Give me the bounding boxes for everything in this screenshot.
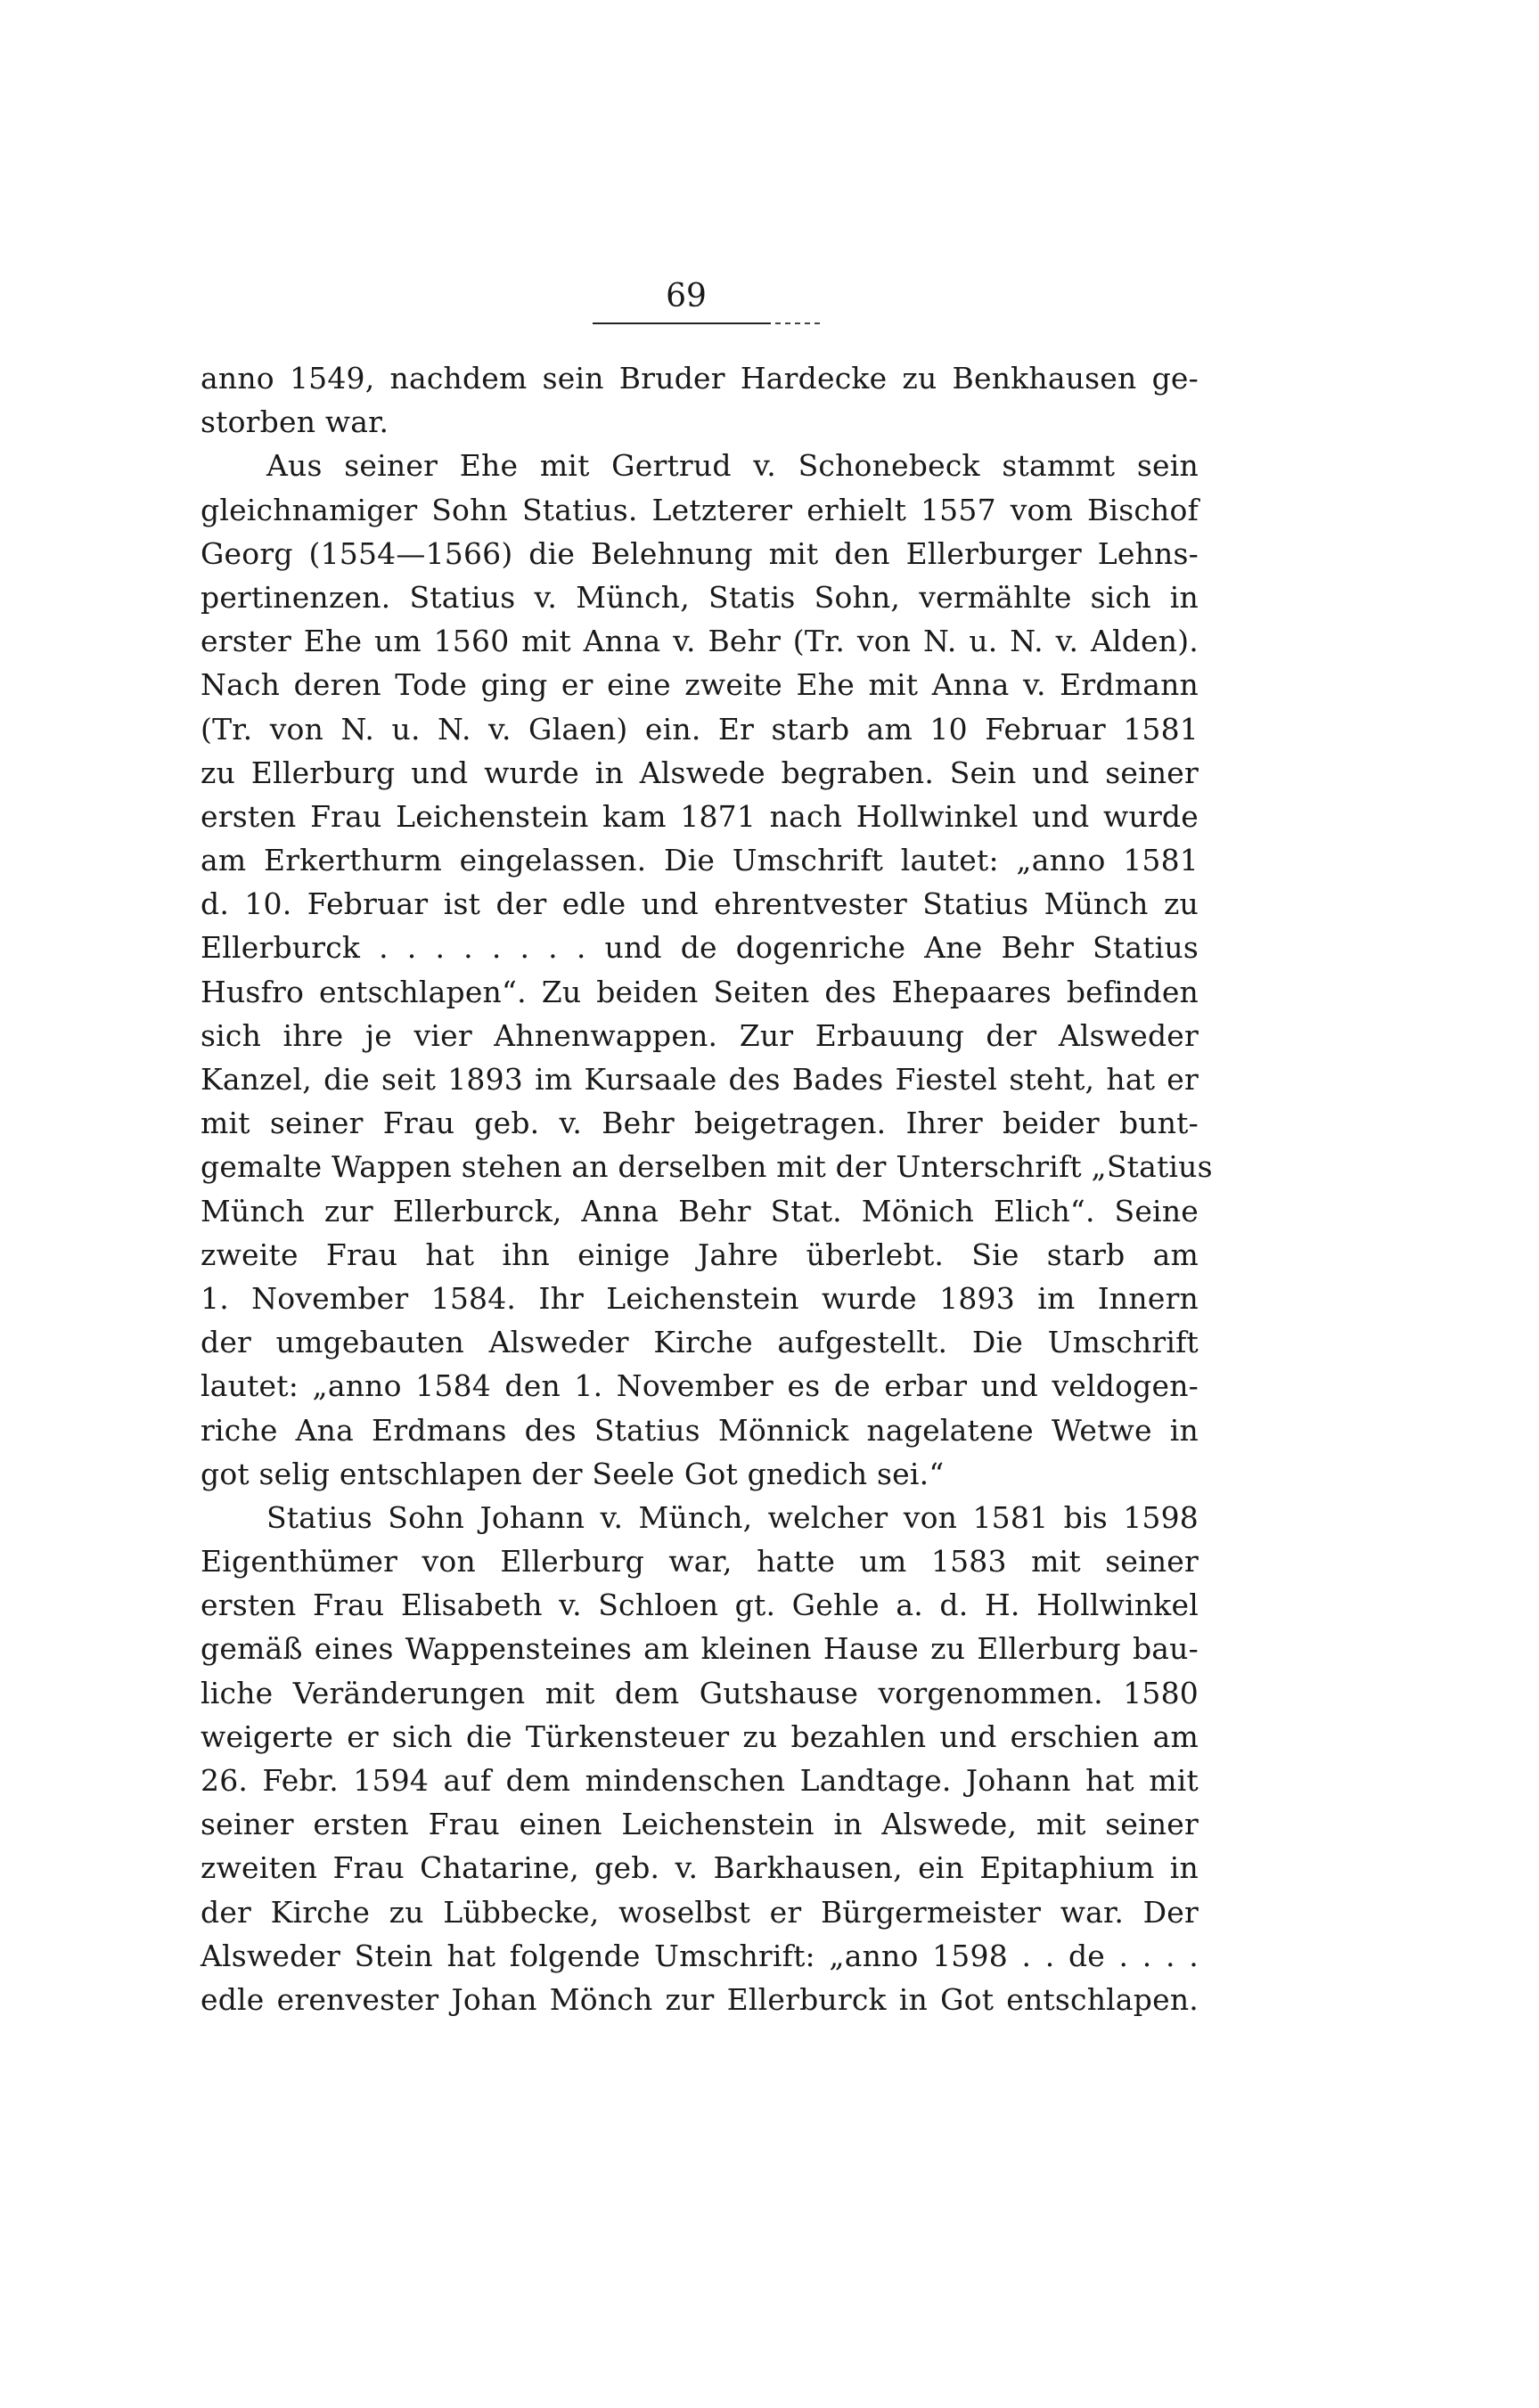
text-line: riche Ana Erdmans des Statius Mönnick nagelatene Wetwe in [201, 1412, 1199, 1448]
text-line: sich ihre je vier Ahnenwappen. Zur Erbauung der Alsweder [201, 1017, 1199, 1053]
text-line: zweiten Frau Chatarine, geb. v. Barkhausen, ein Epitaphium in [201, 1850, 1199, 1886]
text-line: Georg (1554—1566) die Belehnung mit den Ellerburger Lehns- [201, 535, 1199, 571]
text-line: lautet: „anno 1584 den 1. November es de erbar und veldogen- [201, 1368, 1199, 1404]
body-text [201, 356, 1213, 2021]
text-line: Nach deren Tode ging er eine zweite Ehe mit Anna v. Erdmann [201, 667, 1199, 703]
text-line: gleichnamiger Sohn Statius. Letzterer erhielt 1557 vom Bischof [201, 492, 1199, 527]
text-line: storben war. [201, 404, 389, 440]
text-line: Kanzel, die seit 1893 im Kursaale des Bades Fiestel steht, hat er [201, 1062, 1199, 1097]
text-line: zweite Frau hat ihn einige Jahre überlebt. Sie starb am [201, 1237, 1199, 1272]
text-line: Ellerburck . . . . . . . . und de dogenriche Ane Behr Statius [201, 930, 1199, 966]
text-line: ersten Frau Leichenstein kam 1871 nach Hollwinkel und wurde [201, 798, 1199, 834]
text-line: mit seiner Frau geb. v. Behr beigetragen. Ihrer beider bunt- [201, 1106, 1199, 1141]
page-number: 69 [666, 278, 707, 314]
text-line: (Tr. von N. u. N. v. Glaen) ein. Er starb am 10 Februar 1581 [201, 711, 1199, 747]
text-line: d. 10. Februar ist der edle und ehrentvester Statius Münch zu [201, 886, 1199, 922]
header-rule [593, 322, 771, 324]
text-line: gemalte Wappen stehen an derselben mit der Unterschrift „Statius [201, 1149, 1213, 1185]
text-line: am Erkerthurm eingelassen. Die Umschrift lautet: „anno 1581 [201, 843, 1199, 878]
header-rule-tail [775, 322, 820, 324]
text-line: ersten Frau Elisabeth v. Schloen gt. Gehle a. d. H. Hollwinkel [201, 1588, 1199, 1623]
text-line: Alsweder Stein hat folgende Umschrift: „anno 1598 . . de . . . . [201, 1938, 1199, 1973]
text-line: pertinenzen. Statius v. Münch, Statis Sohn, vermählte sich in [201, 579, 1199, 615]
text-line: gemäß eines Wappensteines am kleinen Hause zu Ellerburg bau- [201, 1631, 1199, 1667]
text-line: Aus seiner Ehe mit Gertrud v. Schonebeck stammt sein [266, 448, 1199, 484]
text-line: anno 1549, nachdem sein Bruder Hardecke zu Benkhausen ge- [201, 361, 1199, 396]
text-line: zu Ellerburg und wurde in Alswede begraben. Sein und seiner [201, 755, 1199, 790]
text-line: Statius Sohn Johann v. Münch, welcher von 1581 bis 1598 [266, 1499, 1199, 1535]
text-line: liche Veränderungen mit dem Gutshause vorgenommen. 1580 [201, 1675, 1199, 1710]
text-line: Husfro entschlapen“. Zu beiden Seiten des Ehepaares befinden [201, 974, 1199, 1009]
text-line: der Kirche zu Lübbecke, woselbst er Bürgermeister war. Der [201, 1894, 1199, 1930]
text-line: edle erenvester Johan Mönch zur Ellerburck in Got entschlapen. [201, 1981, 1199, 2017]
text-line: Eigenthümer von Ellerburg war, hatte um 1583 mit seiner [201, 1544, 1199, 1579]
text-line: Münch zur Ellerburck, Anna Behr Stat. Mönich Elich“. Seine [201, 1193, 1199, 1228]
text-line: weigerte er sich die Türkensteuer zu bezahlen und erschien am [201, 1718, 1199, 1754]
text-line: 26. Febr. 1594 auf dem mindenschen Landtage. Johann hat mit [201, 1763, 1199, 1798]
text-line: got selig entschlapen der Seele Got gnedich sei.“ [201, 1456, 945, 1491]
text-line: der umgebauten Alsweder Kirche aufgestellt. Die Umschrift [201, 1325, 1199, 1360]
text-line: erster Ehe um 1560 mit Anna v. Behr (Tr. von N. u. N. v. Alden). [201, 624, 1199, 659]
text-line: seiner ersten Frau einen Leichenstein in Alswede, mit seiner [201, 1807, 1199, 1842]
text-line: 1. November 1584. Ihr Leichenstein wurde 1893 im Innern [201, 1280, 1199, 1316]
